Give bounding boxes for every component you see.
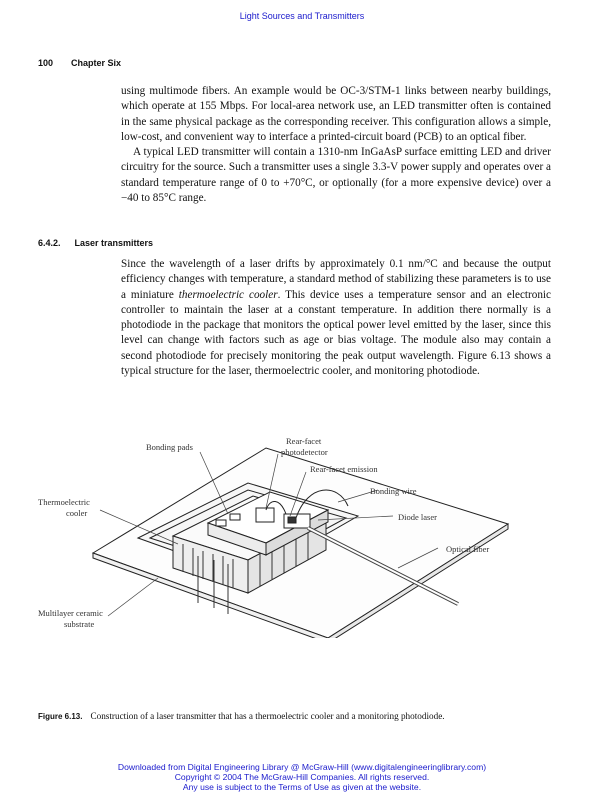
section-title: Laser transmitters — [74, 238, 154, 248]
label-tec-2: cooler — [66, 508, 88, 518]
figure-diagram — [38, 428, 558, 638]
footer-terms[interactable]: Any use is subject to the Terms of Use as given at the website. — [182, 782, 422, 792]
label-rear-facet-emission: Rear-facet emission — [310, 464, 378, 474]
label-diode-laser: Diode laser — [398, 512, 437, 522]
chapter-title: Chapter Six — [71, 58, 122, 68]
label-substrate-1: Multilayer ceramic — [38, 608, 103, 618]
photodetector — [256, 508, 274, 522]
label-bonding-pads: Bonding pads — [146, 442, 193, 452]
bonding-pad — [216, 520, 226, 526]
figure-laser-transmitter — [38, 428, 558, 638]
body-text-laser — [121, 257, 551, 379]
label-substrate-2: substrate — [64, 619, 95, 629]
text-run: Since the wavelength of a laser drifts by approximately 0.1 nm/°C and because the output efficiency changes with temperature, a standard method of stabilizing these parameters is to use a miniature — [121, 258, 551, 301]
label-bonding-wire: Bonding wire — [370, 486, 417, 496]
paragraph — [121, 257, 551, 379]
label-optical-fiber: Optical fiber — [446, 544, 490, 554]
label-tec-1: Thermoelectric — [38, 497, 90, 507]
figure-caption — [38, 711, 528, 722]
running-head — [38, 58, 121, 68]
label-rear-facet-pd-2: photodetector — [281, 447, 328, 457]
paragraph: using multimode fibers. An example would be OC-3/STM-1 links between nearby buildings, which operate at 155 Mbps. For local-area network use, an LED transmitter often is contained in the same physical package as the corresponding receiver. This configuration allows a simple, low-cost, and convenient way to interface a printed-circuit board (PCB) to an optical fiber. — [121, 85, 551, 143]
footer — [0, 762, 604, 792]
caption-text: Construction of a laser transmitter that has a thermoelectric cooler and a monitoring photodiode. — [90, 711, 445, 721]
emphasis-term: thermoelectric cooler — [178, 288, 278, 301]
section-heading — [38, 238, 153, 248]
page-number: 100 — [38, 58, 54, 68]
paragraph: A typical LED transmitter will contain a 1310-nm InGaAsP surface emitting LED and driver circuitry for the source. Such a transmitter uses a single 3.3-V power supply and operates over a standard temperature range of 0 to +70°C, or optionally (for a more expensive device) over a −40 to 85°C range. — [121, 146, 551, 205]
body-text-top — [121, 84, 551, 206]
label-rear-facet-pd-1: Rear-facet — [286, 436, 322, 446]
header-link[interactable]: Light Sources and Transmitters — [239, 11, 365, 21]
footer-copyright[interactable]: Copyright © 2004 The McGraw-Hill Companies. All rights reserved. — [174, 772, 430, 782]
text-run: . This device uses a temperature sensor and an electronic controller to maintain the laser at a constant temperature. In addition there normally is a photodiode in the package that monitors the optical power level emitted by the laser, since this level can change with factors such as age or bias voltage. The module also may contain a second photodiode for precisely monitoring the peak output wavelength. Figure 6.13 shows a typical structure for the laser, thermoelectric cooler, and monitoring photodiode. — [121, 288, 551, 378]
bonding-pad — [230, 514, 240, 520]
footer-download-link[interactable]: Downloaded from Digital Engineering Library @ McGraw-Hill (www.digitalengineeringlibrary.com) — [117, 762, 487, 772]
section-number: 6.4.2. — [38, 238, 61, 248]
figure-number: Figure 6.13. — [38, 712, 83, 721]
